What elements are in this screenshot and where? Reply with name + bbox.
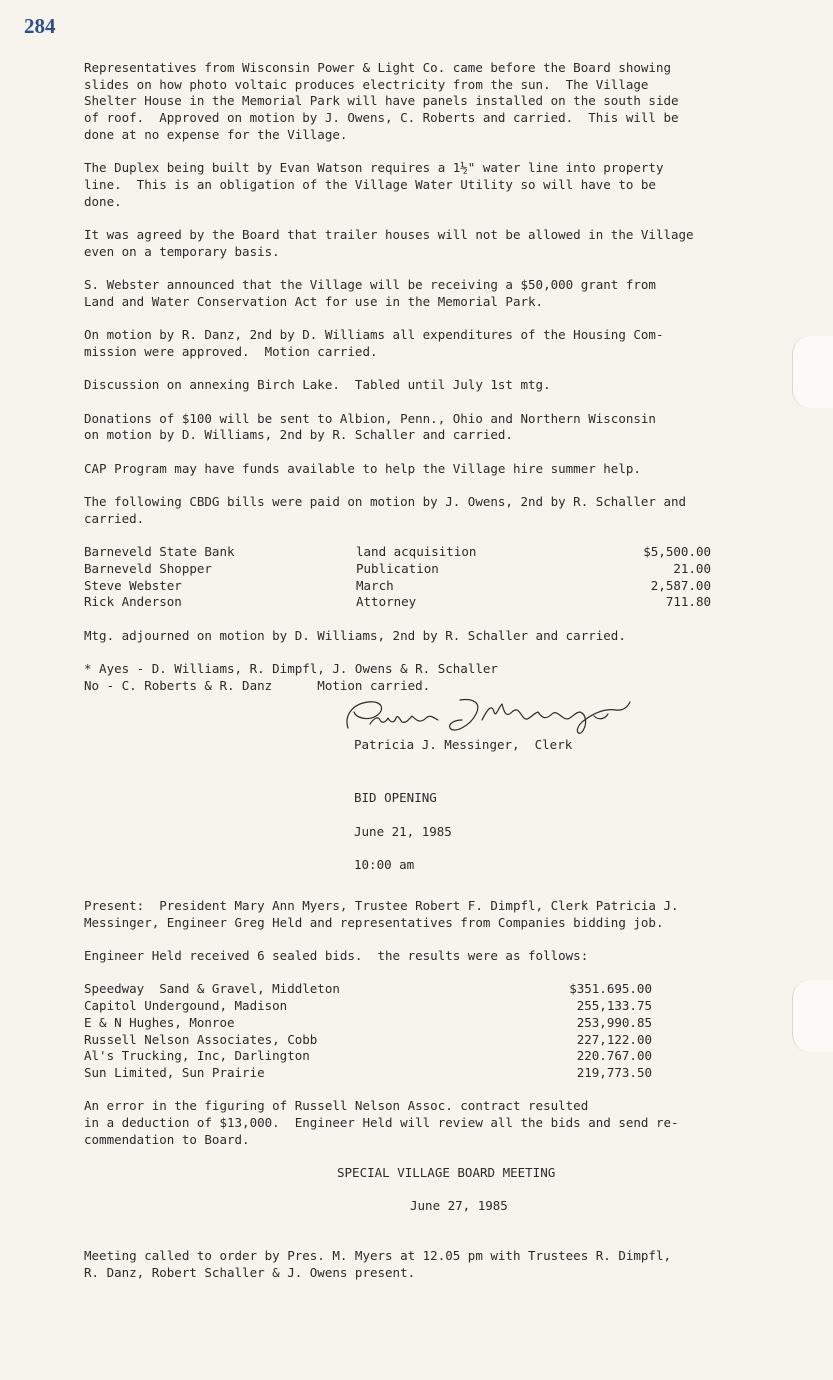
bid-row (84, 1015, 764, 1032)
paragraph-line: slides on how photo voltaic produces electricity from the sun. The Village (84, 76, 649, 92)
paragraph-line: S. Webster announced that the Village will be receiving a $50,000 grant from (84, 277, 656, 293)
paragraph-line: line. This is an obligation of the Village Water Utility so will have to be (84, 176, 656, 192)
paragraph-line: done at no expense for the Village. (84, 126, 348, 142)
call-to-order-paragraph (84, 1248, 764, 1281)
paragraph-line: mission were approved. Motion carried. (84, 343, 378, 359)
bid-company: Russell Nelson Associates, Cobb (84, 1031, 318, 1047)
minutes-paragraph (84, 227, 764, 260)
present-line: Messinger, Engineer Greg Held and representatives from Companies bidding job. (84, 914, 664, 930)
page-tab-mark (792, 336, 833, 408)
paragraph-line: of roof. Approved on motion by J. Owens, C. Roberts and carried. This will be (84, 110, 679, 126)
bid-opening-time: 10:00 am (354, 857, 415, 873)
bid-amount: 253,990.85 (576, 1014, 652, 1030)
paragraph-line: Land and Water Conservation Act for use in the Memorial Park. (84, 293, 544, 309)
minutes-paragraph (84, 494, 764, 527)
bid-company: Speedway Sand & Gravel, Middleton (84, 981, 340, 997)
handwritten-signature (342, 694, 634, 738)
paragraph-line: done. (84, 193, 122, 209)
bid-company: Al's Trucking, Inc, Darlington (84, 1048, 310, 1064)
paragraph-line: On motion by R. Danz, 2nd by D. Williams all expenditures of the Housing Com- (84, 327, 664, 343)
paragraph-line: The Duplex being built by Evan Watson requires a 1½" water line into property (84, 160, 664, 176)
paragraph-line: The following CBDG bills were paid on motion by J. Owens, 2nd by R. Schaller and (84, 494, 687, 510)
paragraph-line: Representatives from Wisconsin Power & Light Co. came before the Board showing (84, 60, 671, 75)
adjourn-paragraph (84, 628, 764, 645)
bid-opening-title: BID OPENING (354, 790, 437, 806)
minutes-paragraph (84, 377, 764, 394)
call-to-order-line: Meeting called to order by Pres. M. Myers at 12.05 pm with Trustees R. Dimpfl, (84, 1248, 671, 1264)
present-line: Present: President Mary Ann Myers, Trustee Robert F. Dimpfl, Clerk Patricia J. (84, 897, 679, 913)
signature-block (84, 694, 764, 760)
vote-line: * Ayes - D. Williams, R. Dimpfl, J. Owens & R. Schaller (84, 661, 498, 677)
bill-payee: Barneveld Shopper (84, 560, 212, 576)
bid-row (84, 1032, 764, 1049)
bid-amount: 220.767.00 (576, 1048, 652, 1064)
bill-row (84, 561, 764, 578)
bid-row (84, 981, 764, 998)
bill-payee: Rick Anderson (84, 594, 182, 610)
bid-amount: 227,122.00 (576, 1031, 652, 1047)
bill-row (84, 544, 764, 561)
bid-company: Sun Limited, Sun Prairie (84, 1064, 265, 1080)
bid-row (84, 998, 764, 1015)
vote-line: No - C. Roberts & R. Danz Motion carried. (84, 677, 431, 693)
paragraph-line: It was agreed by the Board that trailer houses will not be allowed in the Village (84, 227, 694, 242)
bill-amount: 711.80 (665, 594, 711, 610)
bid-company: E & N Hughes, Monroe (84, 1014, 235, 1030)
minutes-paragraph (84, 60, 764, 144)
clerk-name: Patricia J. Messinger, Clerk (354, 737, 573, 753)
error-note-paragraph (84, 1098, 764, 1148)
bill-amount: 21.00 (673, 560, 711, 576)
page-number: 284 (24, 14, 56, 38)
bill-payee: Barneveld State Bank (84, 544, 235, 560)
bid-opening-date: June 21, 1985 (354, 823, 452, 839)
bill-purpose: March (356, 577, 394, 593)
bid-amount: 219,773.50 (576, 1064, 652, 1080)
error-note-line: An error in the figuring of Russell Nelson Assoc. contract resulted (84, 1098, 589, 1114)
minutes-paragraph (84, 327, 764, 360)
present-paragraph (84, 898, 764, 931)
results-intro: Engineer Held received 6 sealed bids. the results were as follows: (84, 948, 589, 964)
special-meeting-date: June 27, 1985 (410, 1198, 508, 1214)
paragraph-line: Donations of $100 will be sent to Albion, Penn., Ohio and Northern Wisconsin (84, 410, 656, 426)
minutes-paragraph (84, 411, 764, 444)
bid-row (84, 1048, 764, 1065)
paragraph-line: Shelter House in the Memorial Park will have panels installed on the south side (84, 93, 679, 109)
bill-purpose: Attorney (356, 594, 417, 610)
bill-purpose: land acquisition (356, 544, 477, 560)
page-tab-mark (792, 980, 833, 1052)
call-to-order-line: R. Danz, Robert Schaller & J. Owens present. (84, 1264, 416, 1280)
minutes-paragraph (84, 461, 764, 478)
adjourn-text: Mtg. adjourned on motion by D. Williams, 2nd by R. Schaller and carried. (84, 627, 626, 643)
bid-opening-header (354, 790, 764, 873)
bill-row (84, 594, 764, 611)
bid-amount: $351.695.00 (569, 981, 652, 997)
bill-purpose: Publication (356, 560, 439, 576)
bill-row (84, 578, 764, 595)
paragraph-line: CAP Program may have funds available to help the Village hire summer help. (84, 460, 641, 476)
results-intro-paragraph (84, 948, 764, 965)
bill-amount: 2,587.00 (650, 577, 711, 593)
minutes-paragraph (84, 277, 764, 310)
special-meeting-title: SPECIAL VILLAGE BOARD MEETING (337, 1165, 556, 1181)
bill-amount: $5,500.00 (643, 544, 711, 560)
document-body (84, 60, 764, 1298)
bills-table (84, 544, 764, 611)
bid-amount: 255,133.75 (576, 998, 652, 1014)
bid-row (84, 1065, 764, 1082)
paragraph-line: Discussion on annexing Birch Lake. Tabled until July 1st mtg. (84, 377, 551, 393)
paragraph-line: on motion by D. Williams, 2nd by R. Schaller and carried. (84, 427, 513, 443)
paragraph-line: even on a temporary basis. (84, 243, 280, 259)
paragraph-line: carried. (84, 510, 145, 526)
bill-payee: Steve Webster (84, 577, 182, 593)
bid-company: Capitol Undergound, Madison (84, 998, 288, 1014)
error-note-line: commendation to Board. (84, 1131, 250, 1147)
vote-block (84, 661, 764, 694)
error-note-line: in a deduction of $13,000. Engineer Held will review all the bids and send re- (84, 1114, 679, 1130)
bids-table (84, 981, 764, 1081)
minutes-paragraph (84, 160, 764, 210)
minutes-paragraphs (84, 60, 764, 528)
